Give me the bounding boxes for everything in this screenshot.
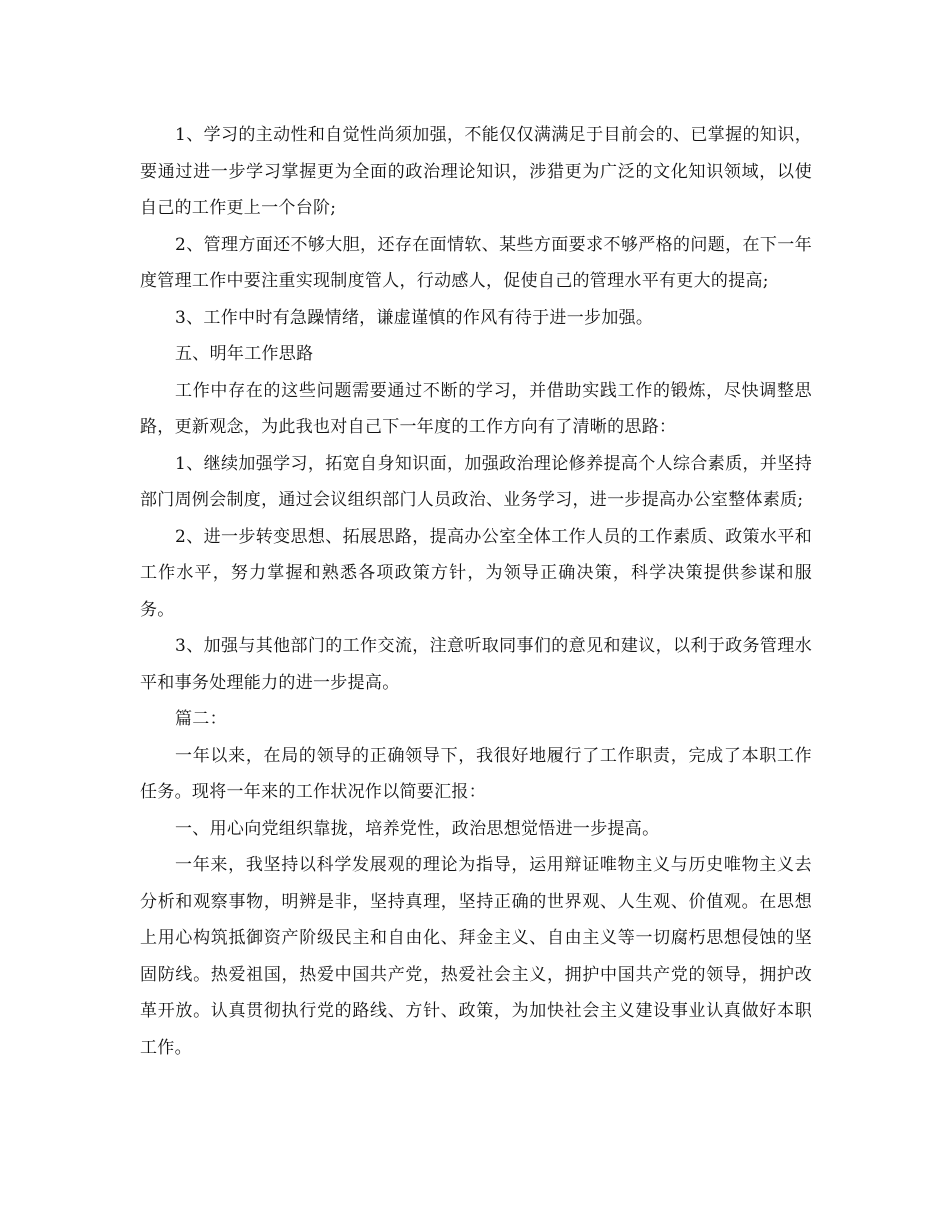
paragraph-7: 3、加强与其他部门的工作交流，注意听取同事们的意见和建议，以利于政务管理水平和事务处理能力的进一步提高。 [140,636,812,693]
section-heading-1: 一、用心向党组织靠拢，培养党性，政治思想觉悟进一步提高。 [175,818,660,839]
paragraph-4: 工作中存在的这些问题需要通过不断的学习，并借助实践工作的锻炼，尽快调整思路，更新观念，为此我也对自己下一年度的工作方向有了清晰的思路： [140,380,812,437]
paragraph-5: 1、继续加强学习，拓宽自身知识面，加强政治理论修养提高个人综合素质，并坚持部门周例会制度，通过会议组织部门人员政治、业务学习，进一步提高办公室整体素质; [140,453,812,510]
part-two-heading: 篇二： [175,709,227,729]
paragraph-3: 3、工作中时有急躁情绪，谦虚谨慎的作风有待于进一步加强。 [175,307,654,328]
paragraph-8: 一年以来，在局的领导的正确领导下，我很好地履行了工作职责，完成了本职工作任务。现将一年来的工作状况作以简要汇报： [140,745,812,802]
document-body [140,117,812,1066]
section-heading-5: 五、明年工作思路 [175,344,314,364]
paragraph-2: 2、管理方面还不够大胆，还存在面情软、某些方面要求不够严格的问题，在下一年度管理工作中要注重实现制度管人，行动感人，促使自己的管理水平有更大的提高; [140,234,812,291]
paragraph-1: 1、学习的主动性和自觉性尚须加强，不能仅仅满满足于目前会的、已掌握的知识，要通过进一步学习掌握更为全面的政治理论知识，涉猎更为广泛的文化知识领域，以使自己的工作更上一个台阶; [140,125,812,218]
paragraph-9: 一年来，我坚持以科学发展观的理论为指导，运用辩证唯物主义与历史唯物主义去分析和观察事物，明辨是非，坚持真理，坚持正确的世界观、人生观、价值观。在思想上用心构筑抵御资产阶级民主和自由化、拜金主义、自由主义等一切腐朽思想侵蚀的坚固防线。热爱祖国，热爱中国共产党，热爱社会主义，拥护中国共产党的领导，拥护改革开放。认真贯彻执行党的路线、方针、政策，为加快社会主义建设事业认真做好本职工作。 [140,855,812,1058]
paragraph-6: 2、进一步转变思想、拓展思路，提高办公室全体工作人员的工作素质、政策水平和工作水平，努力掌握和熟悉各项政策方针，为领导正确决策，科学决策提供参谋和服务。 [140,526,812,620]
